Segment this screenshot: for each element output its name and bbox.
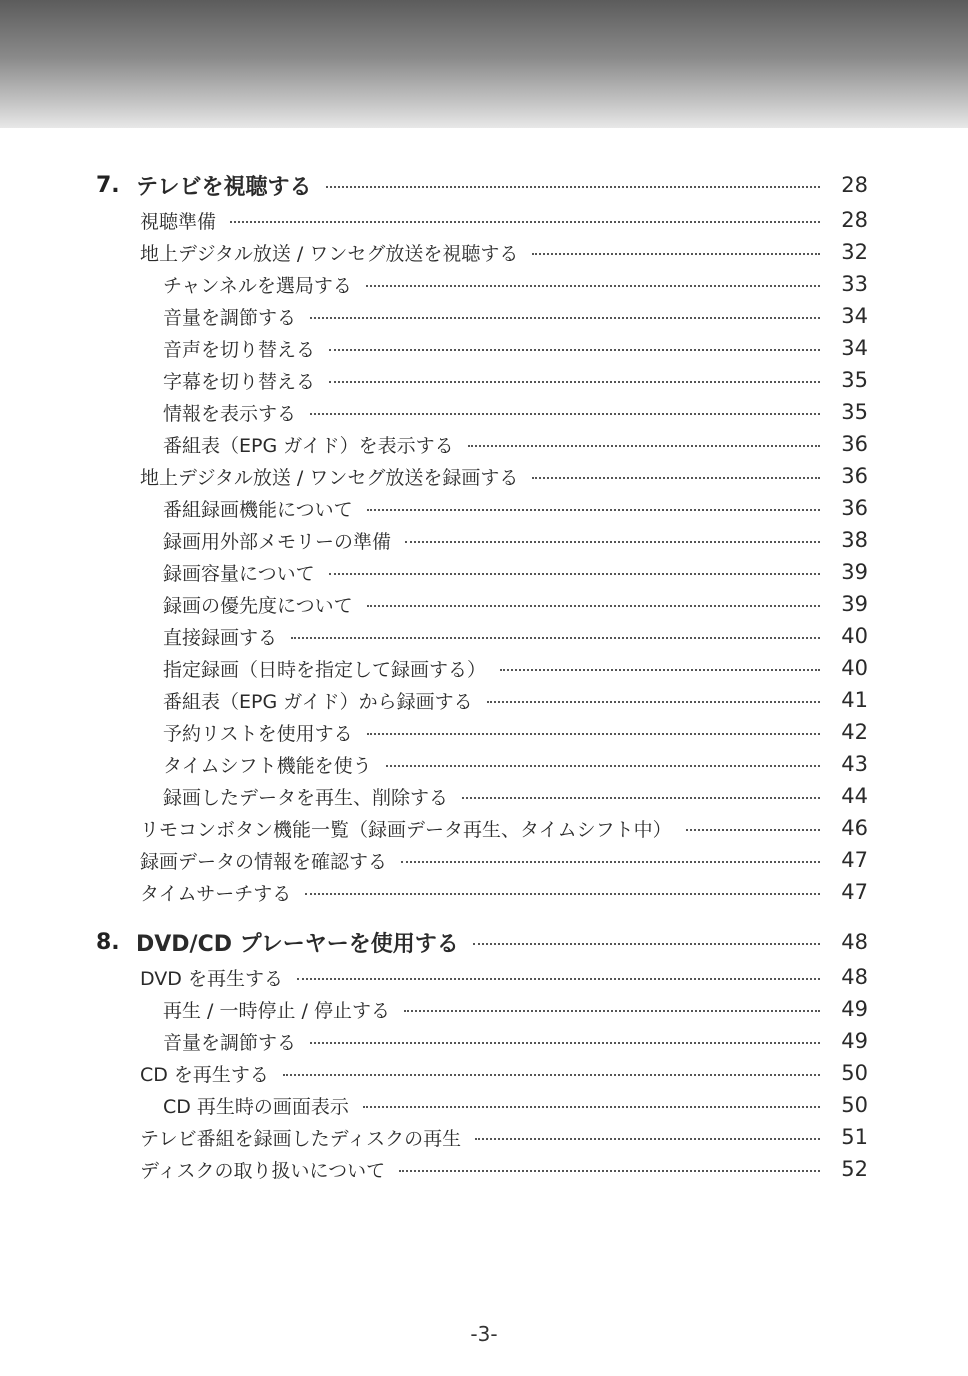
toc-entry-page-number: 35	[841, 368, 868, 392]
toc-entry-page-number: 38	[841, 528, 868, 552]
toc-entry-title: タイムシフト機能を使う	[163, 754, 372, 777]
toc-entry-title: CD を再生する	[140, 1063, 269, 1086]
toc-entry-title: DVD を再生する	[140, 967, 283, 990]
dot-leader	[401, 861, 820, 863]
toc-entry-title: 録画容量について	[163, 562, 315, 585]
toc-entry	[0, 332, 968, 364]
dot-leader	[329, 381, 820, 383]
dot-leader	[329, 573, 820, 575]
toc-entry-title: ディスクの取り扱いについて	[140, 1159, 386, 1182]
section-title: DVD/CD プレーヤーを使用する	[136, 931, 459, 957]
toc-entry-page-number: 40	[841, 656, 868, 680]
toc-section-header	[0, 926, 968, 958]
toc-entry	[0, 556, 968, 588]
section-title: テレビを視聴する	[136, 174, 312, 200]
toc-entry	[0, 620, 968, 652]
toc-entry-title: タイムサーチする	[140, 882, 292, 905]
dot-leader	[230, 221, 820, 223]
toc-entry	[0, 300, 968, 332]
toc-entry-page-number: 47	[841, 880, 868, 904]
toc-entry-page-number: 32	[841, 240, 868, 264]
toc-entry-title: 字幕を切り替える	[163, 370, 316, 393]
toc-entry-title: 直接録画する	[163, 626, 278, 649]
toc-entry	[0, 1153, 968, 1185]
header-gradient-band	[0, 0, 968, 128]
toc-entry-page-number: 39	[841, 560, 868, 584]
toc-entry-page-number: 42	[841, 720, 868, 744]
dot-leader	[686, 829, 820, 831]
dot-leader	[532, 253, 820, 255]
toc-entry	[0, 492, 968, 524]
dot-leader	[310, 317, 820, 319]
dot-leader	[310, 1042, 820, 1044]
toc-entry-page-number: 47	[841, 848, 868, 872]
toc-entry	[0, 1089, 968, 1121]
dot-leader	[366, 285, 820, 287]
toc-entry	[0, 716, 968, 748]
toc-entry-page-number: 49	[841, 1029, 868, 1053]
toc-entry-page-number: 34	[841, 304, 868, 328]
toc-entry	[0, 993, 968, 1025]
toc-entry	[0, 204, 968, 236]
toc-entry-page-number: 50	[841, 1093, 868, 1117]
toc-entry-title: 番組表（EPG ガイド）から録画する	[163, 690, 473, 713]
dot-leader	[367, 509, 820, 511]
dot-leader	[310, 413, 820, 415]
toc-entry	[0, 876, 968, 908]
toc-entry	[0, 1025, 968, 1057]
toc-entry-title: CD 再生時の画面表示	[163, 1095, 349, 1118]
toc-entry-page-number: 40	[841, 624, 868, 648]
toc-entry-page-number: 43	[841, 752, 868, 776]
toc-entry-title: 再生 / 一時停止 / 停止する	[163, 999, 390, 1022]
dot-leader	[404, 1010, 820, 1012]
toc-entry-title: 録画の優先度について	[163, 594, 353, 617]
dot-leader	[291, 637, 820, 639]
toc-entry	[0, 812, 968, 844]
toc-entry-page-number: 50	[841, 1061, 868, 1085]
toc-entry-title: チャンネルを選局する	[163, 274, 352, 297]
toc-entry-page-number: 51	[841, 1125, 868, 1149]
dot-leader	[399, 1170, 820, 1172]
toc-entry	[0, 428, 968, 460]
toc-entry-title: 録画用外部メモリーの準備	[163, 530, 392, 553]
toc-entry-page-number: 39	[841, 592, 868, 616]
dot-leader	[329, 349, 820, 351]
dot-leader	[500, 669, 820, 671]
toc-entry-page-number: 48	[841, 965, 868, 989]
toc-entry-title: 指定録画（日時を指定して録画する）	[163, 658, 487, 681]
toc-entry-title: テレビ番組を録画したディスクの再生	[140, 1127, 462, 1150]
toc-entry	[0, 268, 968, 300]
dot-leader	[532, 477, 820, 479]
section-page-number: 28	[841, 173, 868, 197]
toc-entry	[0, 1057, 968, 1089]
toc-entry-page-number: 41	[841, 688, 868, 712]
toc-entry-title: リモコンボタン機能一覧（録画データ再生、タイムシフト中）	[140, 818, 672, 841]
toc-entry-page-number: 49	[841, 997, 868, 1021]
toc-entry	[0, 588, 968, 620]
dot-leader	[367, 605, 820, 607]
toc-entry	[0, 844, 968, 876]
toc-entry	[0, 236, 968, 268]
dot-leader	[326, 186, 820, 188]
dot-leader	[473, 943, 820, 945]
toc-entry-title: 録画データの情報を確認する	[140, 850, 388, 873]
dot-leader	[305, 893, 820, 895]
dot-leader	[297, 978, 820, 980]
toc-entry-title: 予約リストを使用する	[163, 722, 353, 745]
toc-entry-page-number: 34	[841, 336, 868, 360]
toc-entry-title: 地上デジタル放送 / ワンセグ放送を録画する	[140, 466, 519, 489]
dot-leader	[283, 1074, 820, 1076]
toc-entry-page-number: 36	[841, 464, 868, 488]
toc-entry-title: 視聴準備	[140, 210, 217, 233]
toc-entry-page-number: 36	[841, 496, 868, 520]
toc-entry	[0, 524, 968, 556]
dot-leader	[386, 765, 820, 767]
toc-entry-title: 情報を表示する	[163, 402, 297, 425]
toc-entry	[0, 961, 968, 993]
section-page-number: 48	[841, 930, 868, 954]
toc-entry-title: 地上デジタル放送 / ワンセグ放送を視聴する	[140, 242, 519, 265]
toc-section-header	[0, 169, 968, 201]
toc-entry-title: 番組録画機能について	[163, 498, 353, 521]
dot-leader	[363, 1106, 820, 1108]
toc-entry-page-number: 46	[841, 816, 868, 840]
toc-entry	[0, 748, 968, 780]
toc-entry-title: 音量を調節する	[163, 306, 297, 329]
toc-entry	[0, 396, 968, 428]
toc-entry-page-number: 44	[841, 784, 868, 808]
toc-entry-page-number: 35	[841, 400, 868, 424]
toc-entry-page-number: 33	[841, 272, 868, 296]
toc-entry-title: 番組表（EPG ガイド）を表示する	[163, 434, 454, 457]
page-number: -3-	[470, 1322, 498, 1346]
toc-entry	[0, 652, 968, 684]
dot-leader	[462, 797, 820, 799]
toc-entry	[0, 364, 968, 396]
toc-entry	[0, 684, 968, 716]
dot-leader	[367, 733, 820, 735]
dot-leader	[405, 541, 820, 543]
toc-entry-title: 音量を調節する	[163, 1031, 297, 1054]
toc-entry-page-number: 52	[841, 1157, 868, 1181]
dot-leader	[468, 445, 820, 447]
toc-entry	[0, 460, 968, 492]
section-number: 8.	[96, 929, 120, 955]
toc-entry-title: 音声を切り替える	[163, 338, 316, 361]
dot-leader	[475, 1138, 820, 1140]
toc-entry-title: 録画したデータを再生、削除する	[163, 786, 449, 809]
toc-entry	[0, 780, 968, 812]
section-number: 7.	[96, 172, 120, 198]
toc-entry-page-number: 28	[841, 208, 868, 232]
toc-entry	[0, 1121, 968, 1153]
toc-entry-page-number: 36	[841, 432, 868, 456]
dot-leader	[487, 701, 820, 703]
